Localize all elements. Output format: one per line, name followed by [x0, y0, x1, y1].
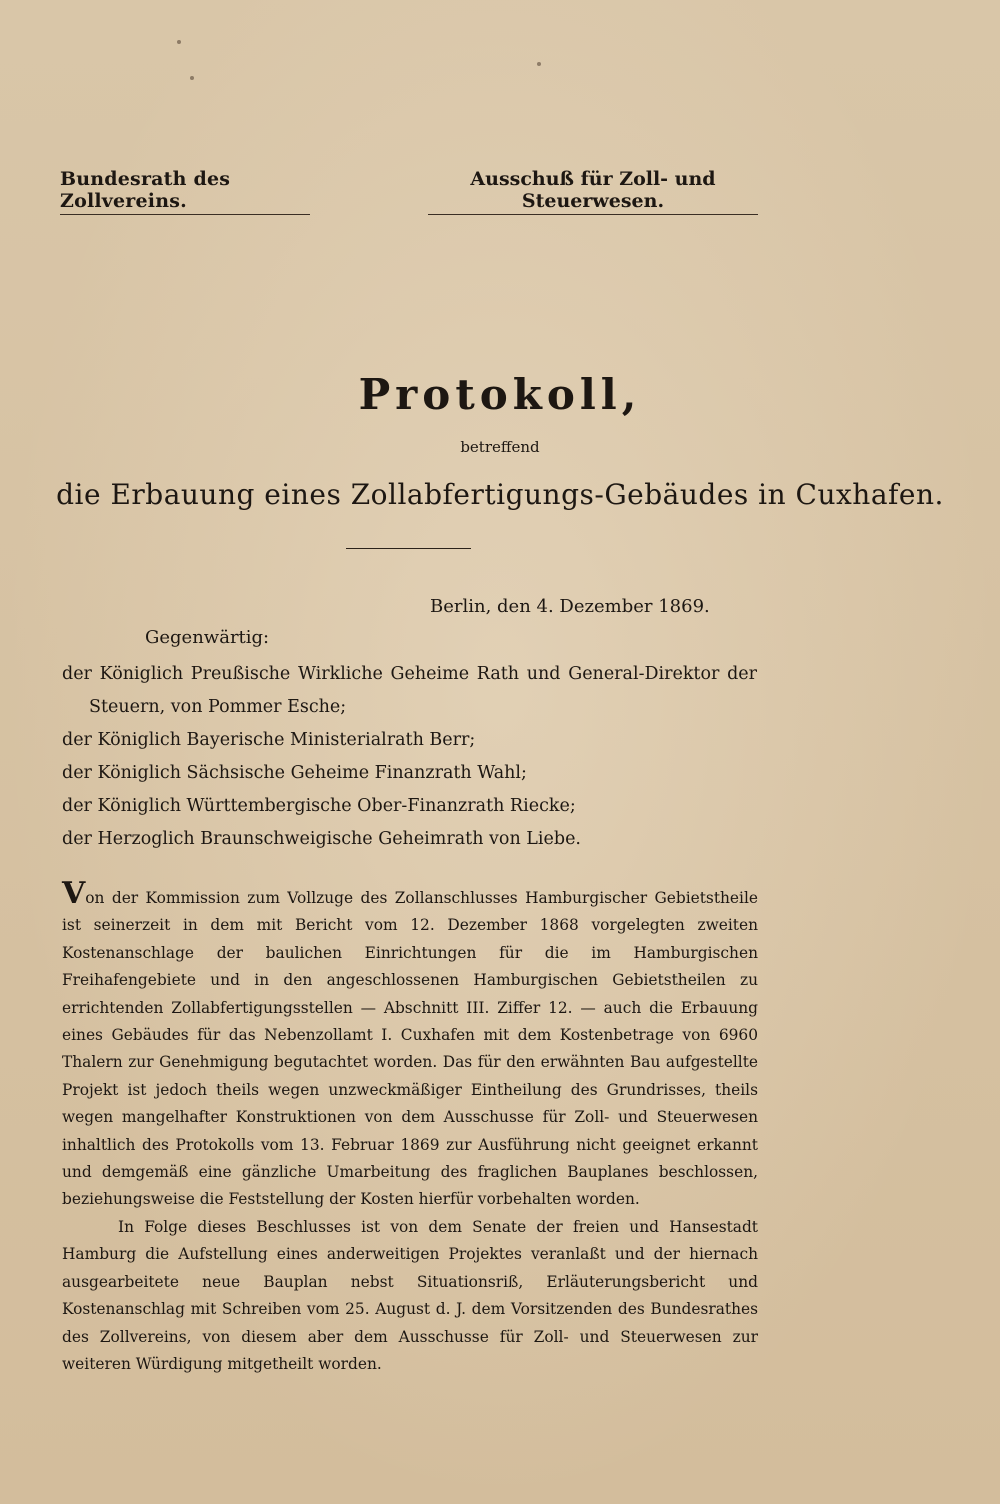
drop-cap: V	[62, 876, 86, 911]
attendee-item: der Königlich Württembergische Ober-Finanzrath Riecke;	[62, 796, 576, 816]
attendee-item: der Königlich Sächsische Geheime Finanzrath Wahl;	[62, 763, 527, 783]
document-title: Protokoll,	[358, 370, 642, 419]
paragraph-2: In Folge dieses Beschlusses ist von dem Senate der freien und Hansestadt Hamburg die Aufstellung eines anderweitigen Projektes veranlaßt und der hiernach ausgearbeitete neue Bauplan nebst Situationsriß, Erläuterungsbericht und Kostenanschlag mit Schreiben vom 25. August d. J. dem Vorsitzenden des Bundesrathes des Zollvereins, von diesem aber dem Ausschusse für Zoll- und Steuerwesen zur weiteren Würdigung mitgetheilt worden.	[62, 1217, 758, 1373]
place-date: Berlin, den 4. Dezember 1869.	[430, 596, 710, 617]
paper-speck	[177, 40, 181, 44]
attendee-item: der Herzoglich Braunschweigische Geheimrath von Liebe.	[62, 829, 581, 849]
document-subtitle: betreffend	[460, 438, 540, 456]
paper-speck	[190, 76, 194, 80]
paragraph-1	[62, 876, 758, 1214]
present-label: Gegenwärtig:	[145, 627, 270, 648]
attendee-item: der Königlich Bayerische Ministerialrath Berr;	[62, 730, 476, 750]
body-text	[62, 876, 758, 1378]
title-divider	[346, 548, 471, 549]
document-subject: die Erbauung eines Zollabfertigungs-Gebäudes in Cuxhafen.	[56, 478, 944, 511]
paper-speck	[537, 62, 541, 66]
paragraph-1-text: on der Kommission zum Vollzuge des Zollanschlusses Hamburgischer Gebietstheile ist seinerzeit in dem mit Bericht vom 12. Dezember 1868 vorgelegten zweiten Kostenanschlage der baulichen Einrichtungen für die im Hamburgischen Freihafengebiete und in den angeschlossenen Hamburgischen Gebietstheilen zu errichtenden Zollabfertigungsstellen — Abschnitt III. Ziffer 12. — auch die Erbauung eines Gebäudes für das Nebenzollamt I. Cuxhafen mit dem Kostenbetrage von 6960 Thalern zur Genehmigung begutachtet worden. Das für den erwähnten Bau aufgestellte Projekt ist jedoch theils wegen unzweckmäßiger Eintheilung des Grundrisses, theils wegen mangelhafter Konstruktionen von dem Ausschusse für Zoll- und Steuerwesen inhaltlich des Protokolls vom 13. Februar 1869 zur Ausführung nicht geeignet erkannt und demgemäß eine gänzliche Umarbeitung des fraglichen Bauplanes beschlossen, beziehungsweise die Feststellung der Kosten hierfür vorbehalten worden.	[62, 889, 758, 1209]
attendee-item: der Königlich Preußische Wirkliche Geheime Rath und General-Direktor der Steuern, von Pommer Esche;	[62, 664, 757, 717]
attendee-list	[62, 658, 757, 856]
header-left: Bundesrath des Zollvereins.	[60, 168, 310, 215]
header-right: Ausschuß für Zoll- und Steuerwesen.	[428, 168, 758, 215]
